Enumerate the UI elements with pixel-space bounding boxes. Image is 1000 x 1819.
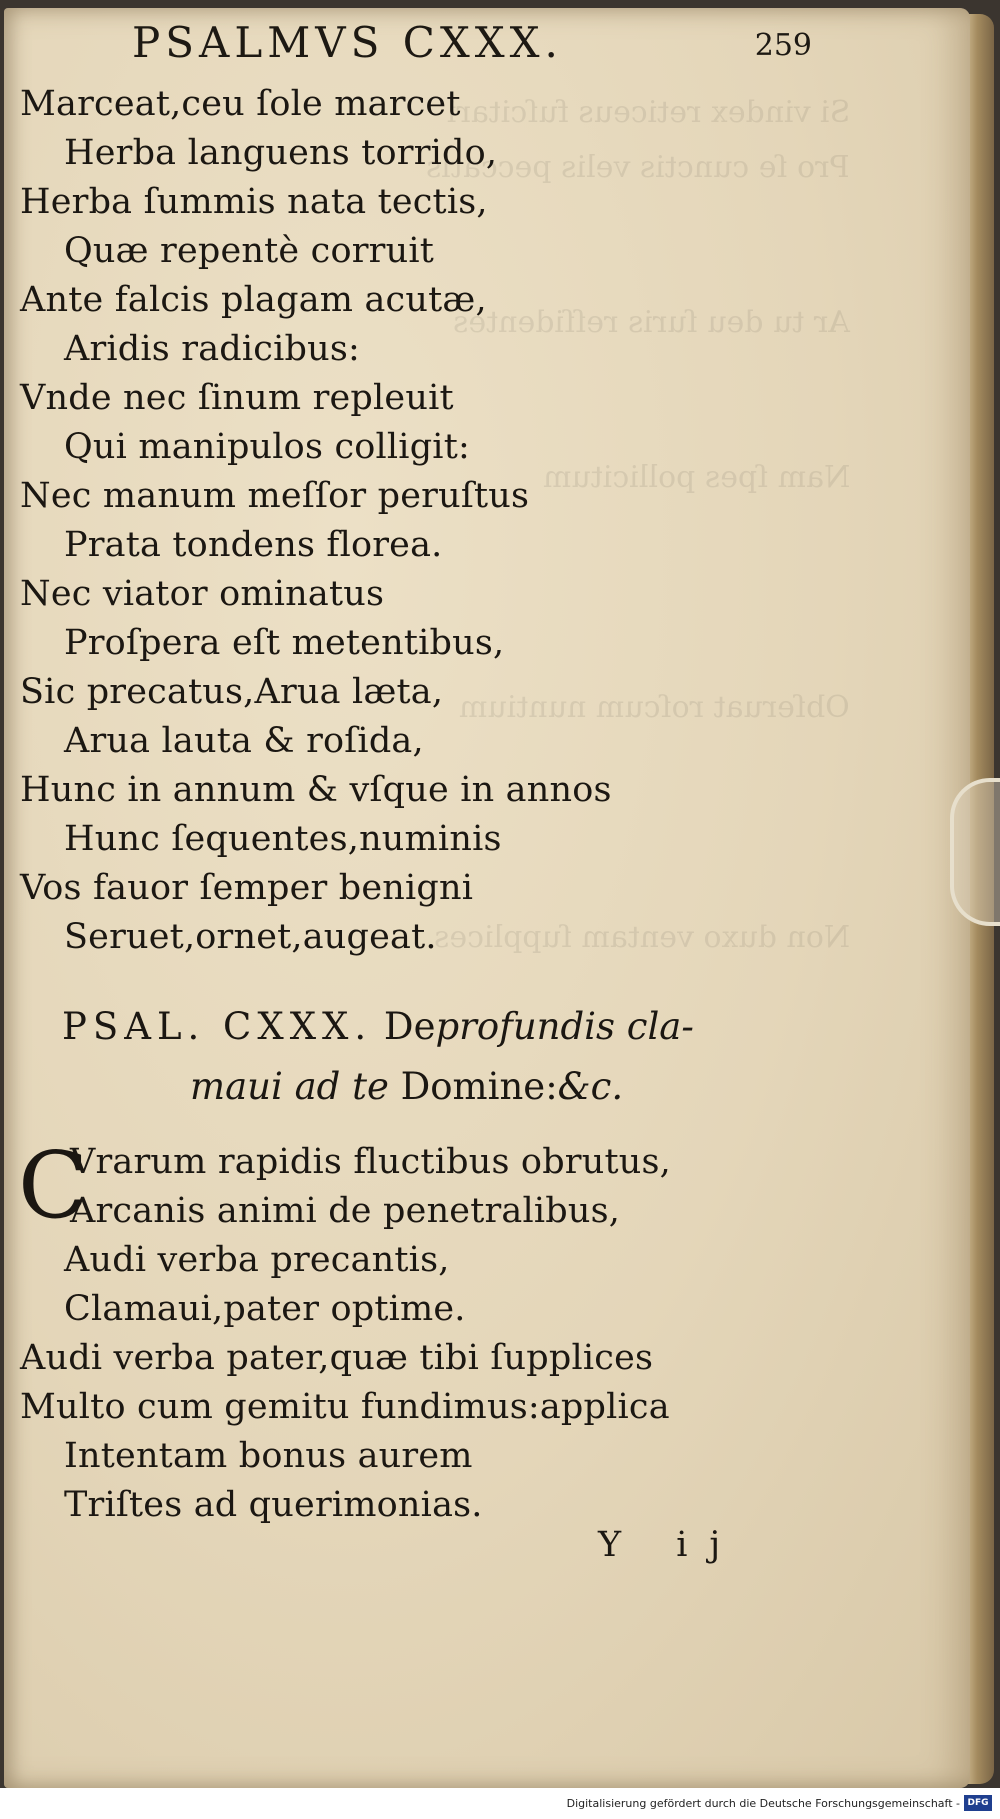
verse-line: Vos fauor ſemper benigni (20, 868, 474, 908)
psalm-line: Intentam bonus aurem (64, 1436, 473, 1476)
verse-line: Sic precatus,Arua læta, (20, 672, 444, 712)
psalm-heading (62, 1005, 822, 1048)
psalm-line: Vrarum rapidis fluctibus obrutus, (70, 1142, 671, 1182)
signature-mark: Y ij (598, 1525, 743, 1565)
psalm-line: Triſtes ad querimonias. (64, 1485, 483, 1525)
verse-line: Aridis radicibus: (64, 329, 360, 369)
clasp-ring (950, 778, 1000, 926)
psalm-line: Arcanis animi de penetralibus, (70, 1191, 621, 1231)
psalm-number: PSAL. CXXX. (62, 1005, 373, 1048)
page-header (132, 18, 812, 68)
verse-line: Herba ſummis nata tectis, (20, 182, 488, 222)
verse-line: Nec manum meſſor peruſtus (20, 476, 530, 516)
drop-capital: C (18, 1132, 89, 1239)
verse-line: Arua lauta & roſida, (64, 721, 424, 761)
verse-line: Ante falcis plagam acutæ, (20, 280, 487, 320)
heading-word: De (383, 1005, 436, 1048)
verse-line: Seruet,ornet,augeat. (64, 917, 437, 957)
verse-line: Hunc ſequentes,numinis (64, 819, 502, 859)
heading-word: Domine: (400, 1065, 558, 1108)
psalm-line: Multo cum gemitu fundimus:applica (20, 1387, 670, 1427)
verse-line: Qui manipulos colligit: (64, 427, 470, 467)
verse-line: Herba languens torrido, (64, 133, 498, 173)
dfg-logo: DFG (964, 1795, 992, 1811)
heading-etc: &c. (557, 1065, 624, 1108)
verse-line: Proſpera eſt metentibus, (64, 623, 505, 663)
footer-bar (0, 1788, 1000, 1819)
verse-line: Vnde nec ſinum repleuit (20, 378, 454, 418)
page-number: 259 (754, 28, 812, 63)
funding-credit: Digitalisierung gefördert durch die Deutsche Forschungsgemeinschaft - (566, 1797, 960, 1810)
psalm-heading-line2 (190, 1065, 623, 1108)
psalm-line: Clamaui,pater optime. (64, 1289, 466, 1329)
heading-incipit-cont: maui ad te (190, 1065, 389, 1108)
psalm-line: Audi verba pater,quæ tibi ſupplices (20, 1338, 654, 1378)
verse-line: Marceat,ceu ſole marcet (20, 84, 461, 124)
verse-line: Prata tondens florea. (64, 525, 443, 565)
verse-line: Quæ repentè corruit (64, 231, 435, 271)
running-head: PSALMVS CXXX. (132, 18, 563, 67)
heading-incipit: profundis cla- (435, 1005, 694, 1048)
psalm-line: Audi verba precantis, (64, 1240, 450, 1280)
verse-line: Hunc in annum & vſque in annos (20, 770, 612, 810)
verse-line: Nec viator ominatus (20, 574, 385, 614)
